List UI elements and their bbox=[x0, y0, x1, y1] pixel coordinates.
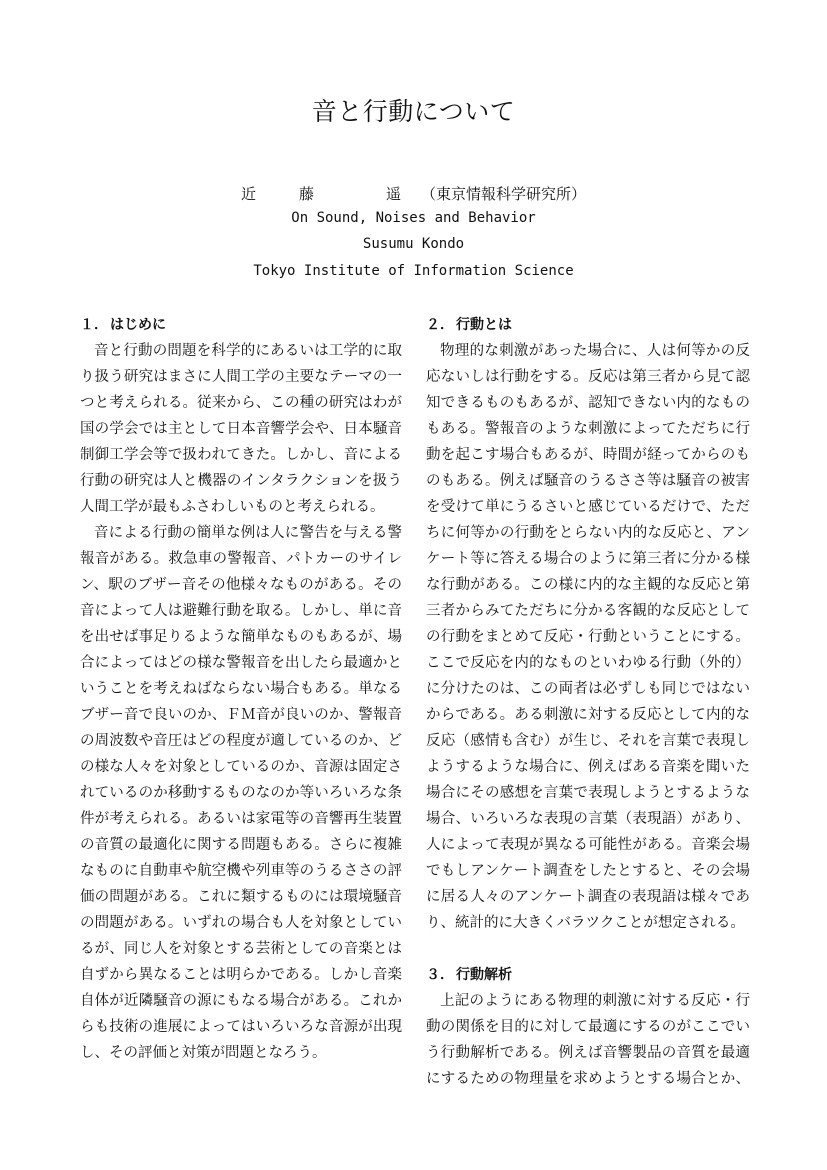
body-text-line: の問題がある。いずれの場合も人を対象としてい bbox=[80, 915, 402, 931]
section-title: はじめに bbox=[110, 317, 166, 333]
body-text-line: 物理的な刺激があった場合に、人は何等かの反 bbox=[440, 343, 750, 359]
author-line bbox=[0, 183, 827, 204]
body-text-line: ちに何等かの行動をとらない内的な反応と、アン bbox=[426, 525, 750, 541]
body-text-line: 人間工学が最もふさわしいものと考えられる。 bbox=[80, 499, 385, 515]
body-text-line: の行動をまとめて反応・行動ということにする。 bbox=[426, 629, 750, 645]
body-text-line: に居る人々のアンケート調査の表現語は様々であ bbox=[426, 889, 750, 905]
body-text-line: 価の問題がある。これに類するものには環境騒音 bbox=[80, 889, 402, 905]
body-text-line: 動を起こす場合もあるが、時間が経ってからのも bbox=[426, 447, 750, 463]
body-text-line: ケート等に答える場合のように第三者に分かる様 bbox=[426, 551, 750, 567]
body-text-line: 反応（感情も含む）が生じ、それを言葉で表現し bbox=[426, 733, 750, 749]
body-text-line: にするための物理量を求めようとする場合とか、 bbox=[426, 1071, 750, 1087]
body-text-line: 国の学会では主として日本音響学会や、日本騒音 bbox=[80, 421, 402, 437]
body-text-line: 件が考えられる。あるいは家電等の音響再生装置 bbox=[80, 811, 402, 827]
english-author-name: Susumu Kondo bbox=[362, 236, 465, 252]
body-text-line: 音によって人は避難行動を取る。しかし、単に音 bbox=[80, 603, 402, 619]
section-body-1 bbox=[80, 338, 402, 1066]
body-text-line: ブザー音で良いのか、ＦＭ音が良いのか、警報音 bbox=[80, 707, 402, 723]
body-text-line: いうことを考えねばならない場合もある。単なる bbox=[80, 681, 402, 697]
body-text-line: 自体が近隣騒音の源にもなる場合がある。これか bbox=[80, 993, 402, 1009]
body-text-line: を受けて単にうるさいと感じているだけで、ただ bbox=[426, 499, 750, 515]
paper-title: 音と行動について bbox=[311, 97, 516, 126]
body-text-line: 報音がある。救急車の警報音、パトカーのサイレ bbox=[80, 551, 402, 567]
body-text-line: 音と行動の問題を科学的にあるいは工学的に取 bbox=[94, 343, 402, 359]
body-text-line: ン、駅のブザー音その他様々なものがある。その bbox=[80, 577, 402, 593]
section-title: 行動とは bbox=[456, 317, 512, 333]
body-text-line: に分けたのは、この両者は必ずしも同じではない bbox=[426, 681, 750, 697]
body-text-line: れているのか移動するものなのか等いろいろな条 bbox=[80, 785, 402, 801]
body-text-line: の様な人々を対象としているのか、音源は固定さ bbox=[80, 759, 402, 775]
section-number: １． bbox=[80, 317, 108, 333]
section-body-3 bbox=[426, 988, 750, 1092]
body-text-line: り扱う研究はまさに人間工学の主要なテーマの一 bbox=[80, 369, 402, 385]
body-text-line: 行動の研究は人と機器のインタラクションを扱う bbox=[80, 473, 402, 489]
body-text-line: るが、同じ人を対象とする芸術としての音楽とは bbox=[80, 941, 402, 957]
body-text-line: の周波数や音圧はどの程度が適しているのか、ど bbox=[80, 733, 402, 749]
body-text-line: 場合、いろいろな表現の言葉（表現語）があり、 bbox=[426, 811, 750, 827]
section-gap bbox=[426, 936, 750, 962]
body-text-line: でもしアンケート調査をしたとすると、その会場 bbox=[426, 863, 750, 879]
body-text-line: を出せば事足りるような簡単なものもあるが、場 bbox=[80, 629, 402, 645]
body-text-line: のもある。例えば騒音のうるささ等は騒音の被害 bbox=[426, 473, 750, 489]
body-text-line: 場合にその感想を言葉で表現しようとするような bbox=[426, 785, 750, 801]
body-text-line: 上記のようにある物理的刺激に対する反応・行 bbox=[440, 993, 750, 1009]
body-text-line: 制御工学会等で扱われてきた。しかし、音による bbox=[80, 447, 402, 463]
body-text-line: 動の関係を目的に対して最適にするのがここでい bbox=[426, 1019, 750, 1035]
section-title: 行動解析 bbox=[456, 967, 512, 983]
body-text-line: う行動解析である。例えば音響製品の音質を最適 bbox=[426, 1045, 750, 1061]
body-text-line: もある。警報音のような刺激によってただちに行 bbox=[426, 421, 750, 437]
body-text-line: 知できるものもあるが、認知できない内的なもの bbox=[426, 395, 750, 411]
body-text-line: なものに自動車や航空機や列車等のうるささの評 bbox=[80, 863, 402, 879]
section-number: ３． bbox=[426, 967, 454, 983]
english-title: On Sound, Noises and Behavior bbox=[291, 210, 536, 226]
body-text-line: 合によってはどの様な警報音を出したら最適かと bbox=[80, 655, 402, 671]
right-column bbox=[426, 312, 750, 1092]
body-text-line: 人によって表現が異なる可能性がある。音楽会場 bbox=[426, 837, 750, 853]
body-text-line: の音質の最適化に関する問題もある。さらに複雑 bbox=[80, 837, 402, 853]
body-text-line: つと考えられる。従来から、この種の研究はわが bbox=[80, 395, 402, 411]
body-text-line: し、その評価と対策が問題となろう。 bbox=[80, 1045, 327, 1061]
section-number: ２． bbox=[426, 317, 454, 333]
body-text-line: な行動がある。この様に内的な主観的な反応と第 bbox=[426, 577, 750, 593]
section-heading-2 bbox=[426, 312, 750, 338]
body-text-line: ようするような場合に、例えばある音楽を聞いた bbox=[426, 759, 750, 775]
section-heading-3 bbox=[426, 962, 750, 988]
author-affiliation: （東京情報科学研究所） bbox=[421, 185, 587, 203]
section-body-2 bbox=[426, 338, 750, 936]
body-text-line: 三者からみてただちに分かる客観的な反応として bbox=[426, 603, 750, 619]
body-text-line: 自ずから異なることは明らかである。しかし音楽 bbox=[80, 967, 402, 983]
body-text-line: 応ないしは行動をする。反応は第三者から見て認 bbox=[426, 369, 750, 385]
body-text-line: らも技術の進展によってはいろいろな音源が出現 bbox=[80, 1019, 402, 1035]
english-affiliation: Tokyo Institute of Information Science bbox=[253, 263, 574, 279]
left-column bbox=[80, 312, 402, 1066]
body-text-line: ここで反応を内的なものといわゆる行動（外的） bbox=[426, 655, 750, 671]
body-text-line: 音による行動の簡単な例は人に警告を与える警 bbox=[94, 525, 402, 541]
body-text-line: り、統計的に大きくバラツクことが想定される。 bbox=[426, 915, 745, 931]
author-name: 近 藤 遥 bbox=[240, 185, 415, 203]
body-text-line: からである。ある刺激に対する反応として内的な bbox=[426, 707, 750, 723]
section-heading-1 bbox=[80, 312, 402, 338]
